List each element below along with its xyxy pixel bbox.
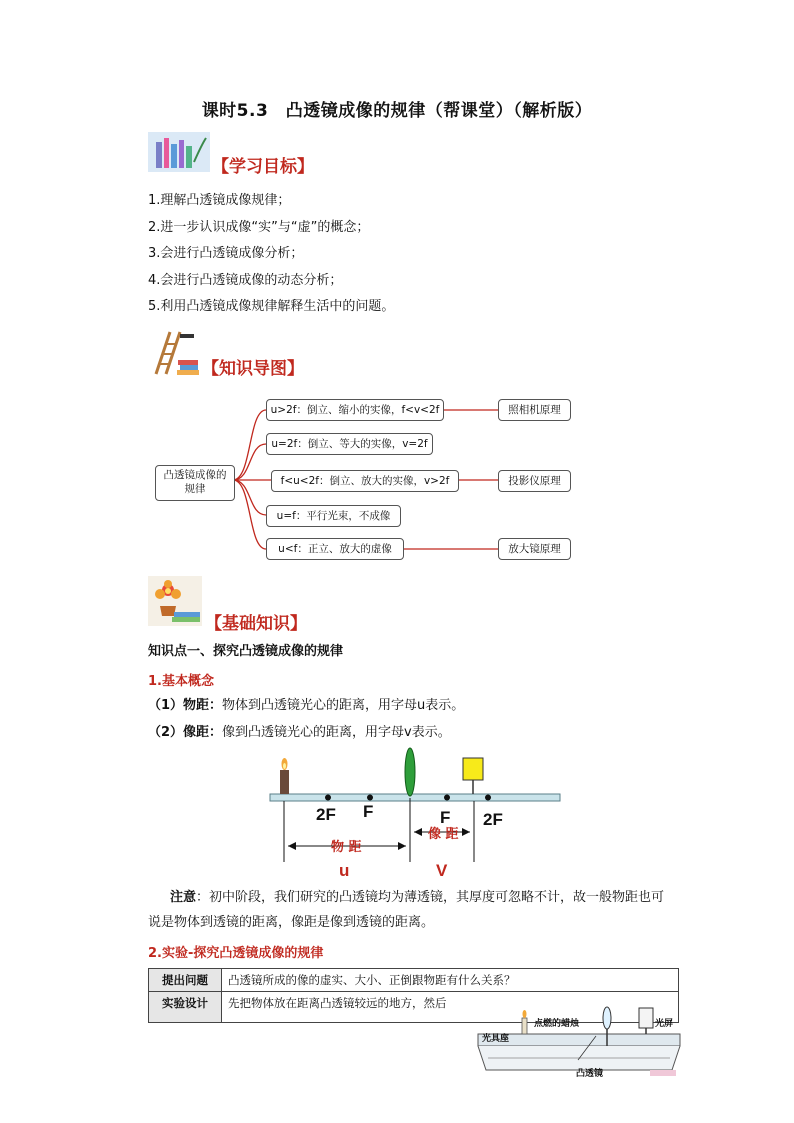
goal-item: 1.理解凸透镜成像规律； <box>148 193 291 208</box>
definition-label: （1）物距： <box>148 698 223 713</box>
label-f-right: F <box>440 808 451 827</box>
mindmap-application: 投影仪原理 <box>498 470 571 492</box>
label-v: V <box>436 861 448 880</box>
mindmap-application: 放大镜原理 <box>498 538 571 560</box>
mindmap-application: 照相机原理 <box>498 399 571 421</box>
label-u: u <box>339 861 350 880</box>
definition-text: 物体到凸透镜光心的距离，用字母u表示。 <box>222 698 465 713</box>
label-2f-right: 2F <box>483 810 503 829</box>
mindmap-branch: u=f：平行光束，不成像 <box>266 505 401 527</box>
subheading-experiment: 2.实验-探究凸透镜成像的规律 <box>148 946 324 961</box>
goal-item: 4.会进行凸透镜成像的动态分析； <box>148 273 343 288</box>
table-cell: 凸透镜所成的像的虚实、大小、正倒跟物距有什么关系？ <box>222 969 679 992</box>
section-heading-basics: 【基础知识】 <box>205 614 307 634</box>
note-label: 注意 <box>170 890 197 905</box>
mindmap-branch: u>2f：倒立、缩小的实像，f<v<2f <box>266 399 444 421</box>
mindmap-branch: u<f：正立、放大的虚像 <box>266 538 404 560</box>
goal-item: 3.会进行凸透镜成像分析； <box>148 246 304 261</box>
goal-item: 5.利用凸透镜成像规律解释生活中的问题。 <box>148 299 395 314</box>
mindmap-branch: u=2f：倒立、等大的实像，v=2f <box>266 433 433 455</box>
table-head-cell: 实验设计 <box>149 992 222 1023</box>
page-title: 课时5.3 凸透镜成像的规律（帮课堂）（解析版） <box>201 101 593 121</box>
label-2f-left: 2F <box>316 805 336 824</box>
mindmap-branch: f<u<2f：倒立、放大的实像，v>2f <box>271 470 459 492</box>
label-object-distance: 物 距 <box>331 840 362 855</box>
subheading-basic-concept: 1.基本概念 <box>148 674 214 689</box>
label-candle: 点燃的蜡烛 <box>534 1019 580 1029</box>
mindmap-root: 凸透镜成像的 规律 <box>155 465 235 501</box>
definition-label: （2）像距： <box>148 725 223 740</box>
definition-text: 像到凸透镜光心的距离，用字母v表示。 <box>222 725 451 740</box>
label-lens: 凸透镜 <box>576 1069 604 1079</box>
section-heading-mindmap: 【知识导图】 <box>202 359 304 379</box>
label-screen: 光屏 <box>655 1019 674 1029</box>
note-paragraph-continued: 说是物体到透镜的距离，像距是像到透镜的距离。 <box>148 915 435 930</box>
label-f-left: F <box>363 802 374 821</box>
table-head-cell: 提出问题 <box>149 969 222 992</box>
table-cell: 先把物体放在距离凸透镜较远的地方，然后 <box>222 992 679 1023</box>
label-image-distance: 像 距 <box>428 827 459 842</box>
section-heading-goals: 【学习目标】 <box>212 157 314 177</box>
knowledge-point-title: 知识点一、探究凸透镜成像的规律 <box>148 644 344 659</box>
note-text: ：初中阶段，我们研究的凸透镜均为薄透镜，其厚度可忽略不计，故一般物距也可 <box>196 890 665 905</box>
label-bench: 光具座 <box>482 1034 510 1044</box>
goal-item: 2.进一步认识成像“实”与“虚”的概念； <box>148 220 370 235</box>
